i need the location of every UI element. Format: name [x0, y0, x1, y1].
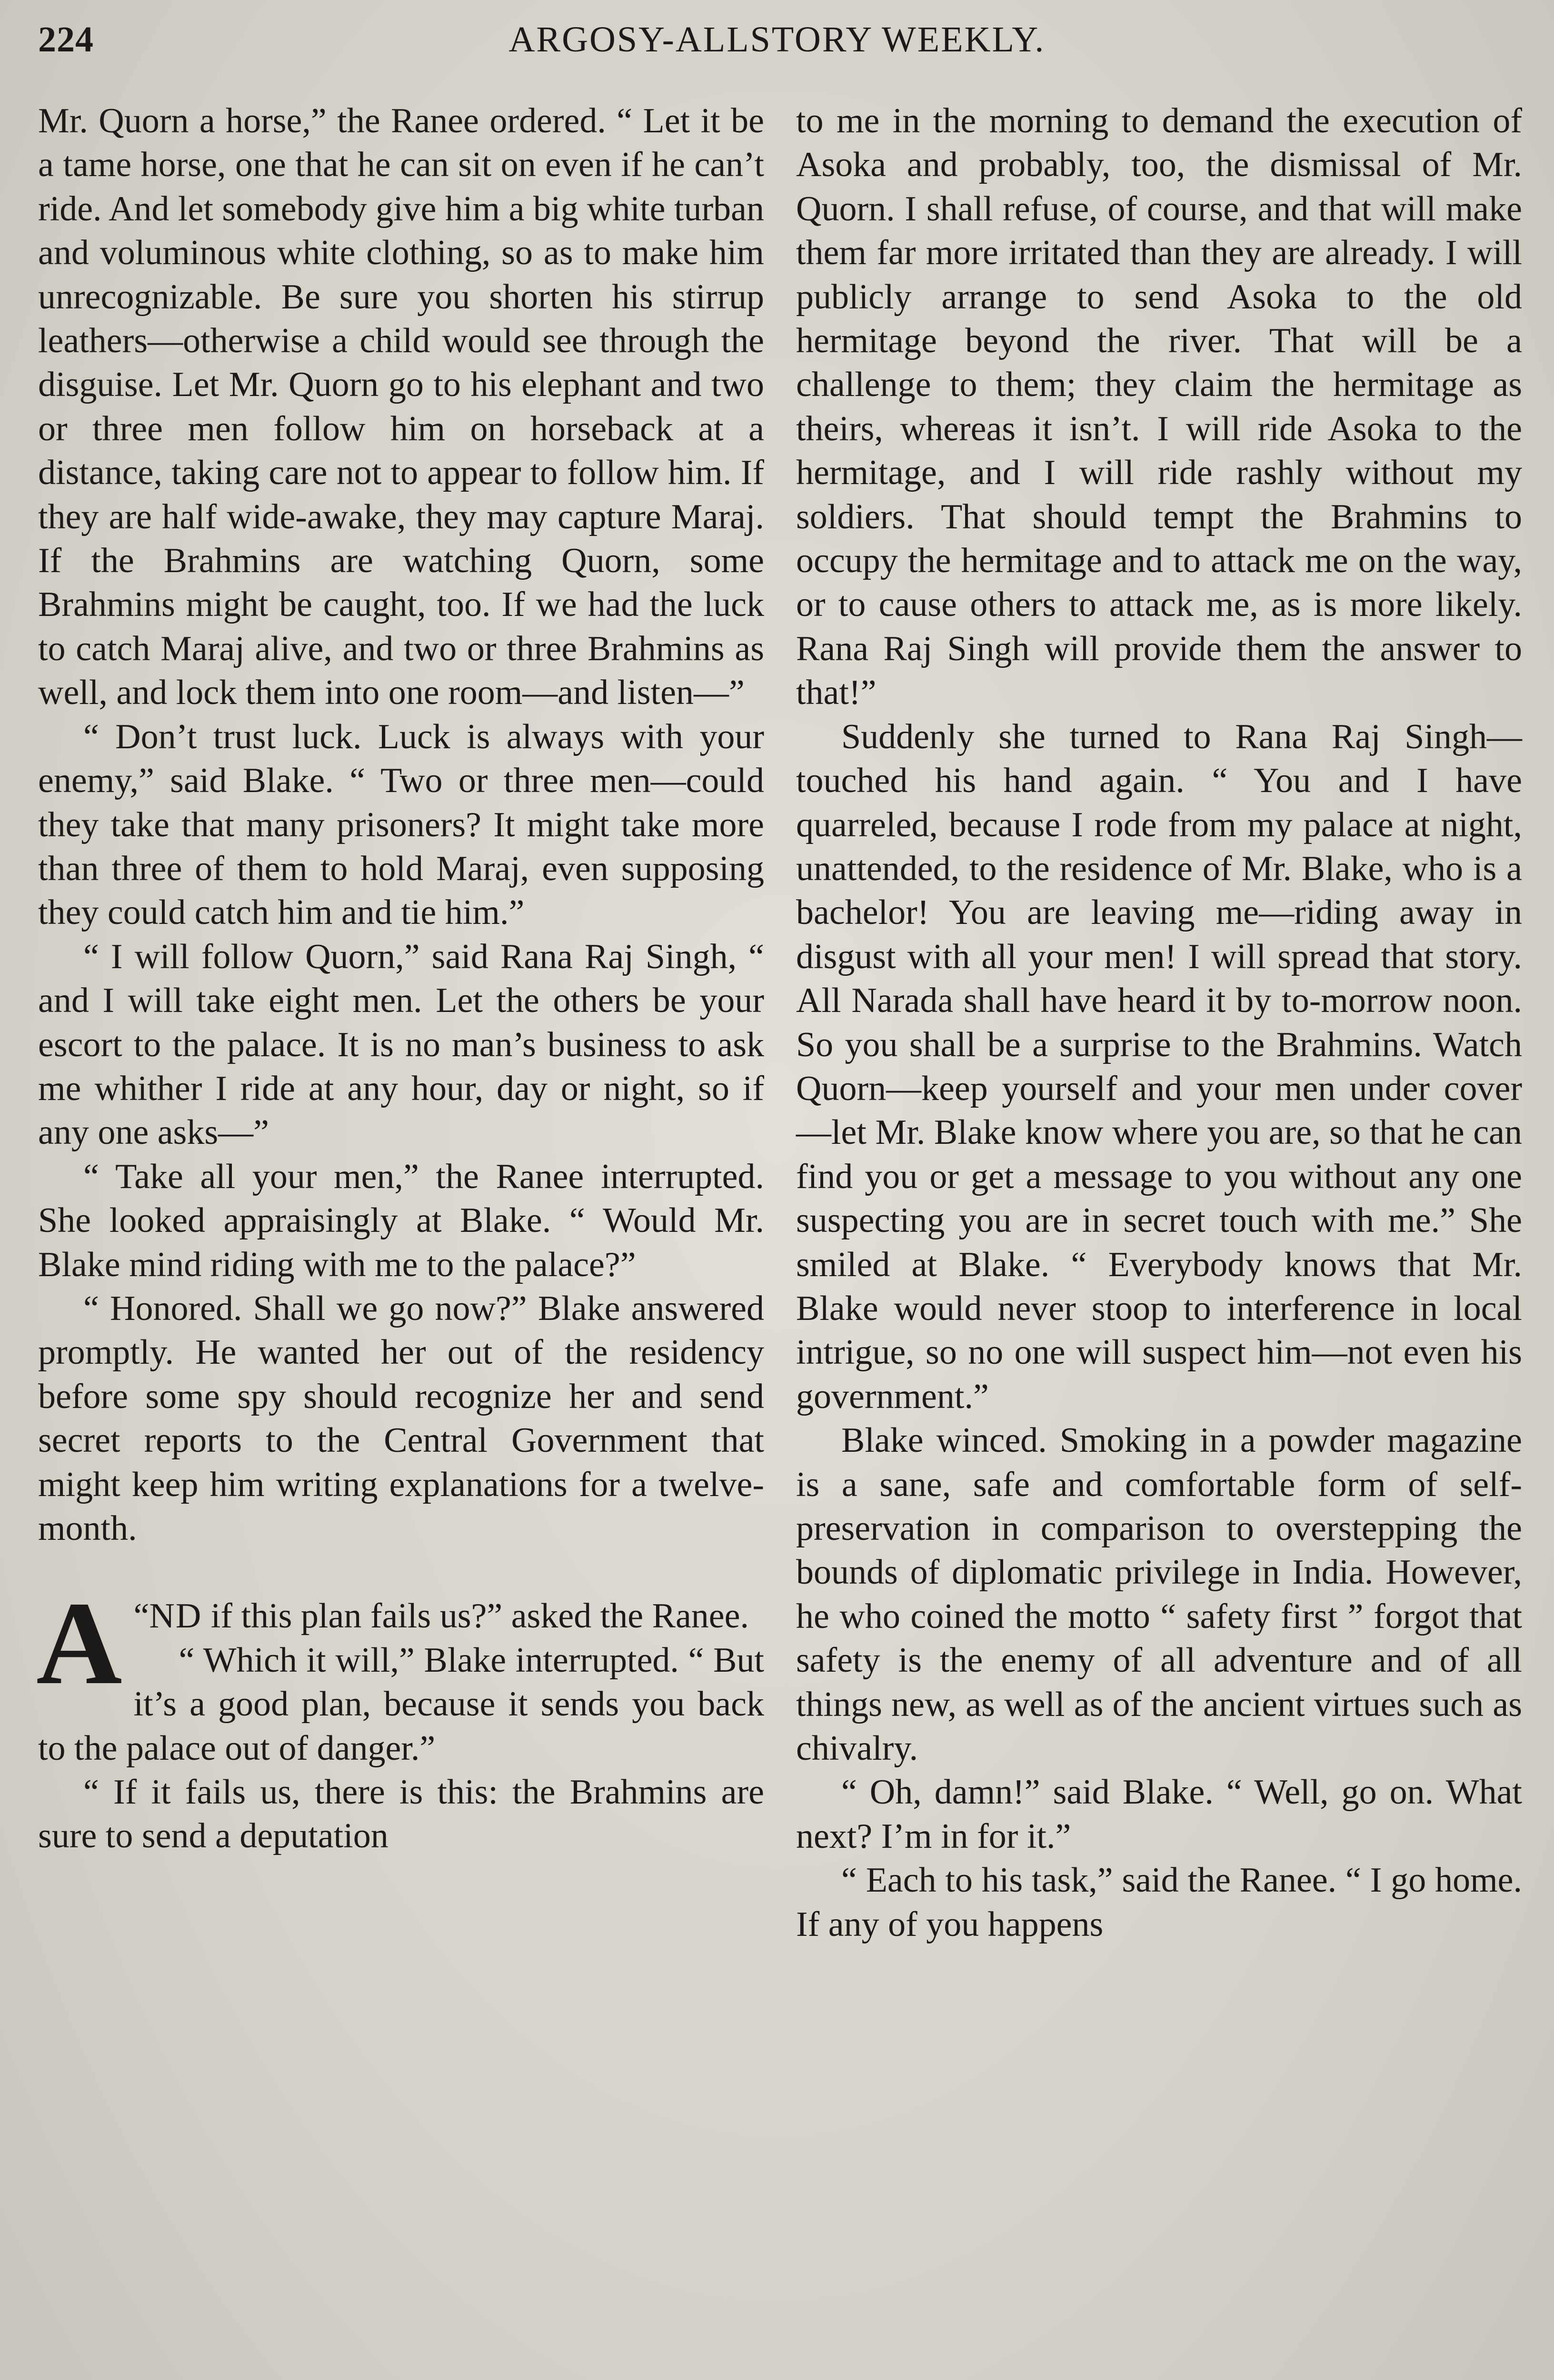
dropcap-letter: A	[36, 1577, 122, 1710]
paragraph: “ Honored. Shall we go now?” Blake answered promptly. He wanted her out of the residency before some spy should recognize her and send secret reports to the Central Government that might keep him writing explanations for a twelve-month.	[38, 1289, 764, 1548]
paragraph: “ Which it will,” Blake interrupted. “ But it’s a good plan, because it sends you back to the palace out of danger.”	[38, 1640, 764, 1768]
dropcap-lead-quote: “	[133, 1597, 149, 1636]
left-column	[38, 99, 764, 1858]
dropcap-small-caps: ND	[149, 1597, 202, 1636]
paragraph: “ Oh, damn!” said Blake. “ Well, go on. What next? I’m in for it.”	[796, 1773, 1522, 1856]
page-number: 224	[38, 20, 94, 60]
paragraph: to me in the morning to demand the execution of Asoka and probably, too, the dismissal of Mr. Quorn. I shall refuse, of course, and that will make them far more irritated than they are already. I will publicly arrange to send Asoka to the old hermitage beyond the river. That will be a challenge to them; they claim the hermitage as theirs, whereas it isn’t. I will ride Asoka to the hermitage, and I will ride rashly without my soldiers. That should tempt the Brahmins to occupy the hermitage and to attack me on the way, or to cause others to attack me, as is more likely. Rana Raj Singh will provide them the answer to that!”	[796, 101, 1522, 713]
paragraph: Blake winced. Smoking in a powder magazine is a sane, safe and comfortable form of self-preservation in comparison to overstepping the bounds of diplomatic privilege in India. However, he who coined the motto “ safety first ” forgot that safety is the enemy of all adventure and of all things new, as well as of the ancient virtues such as chivalry.	[796, 1421, 1522, 1768]
paragraph: Mr. Quorn a horse,” the Ranee ordered. “ Let it be a tame horse, one that he can sit on even if he can’t ride. And let somebody give him a big white turban and voluminous white clothing, so as to make him unrecognizable. Be sure you shorten his stirrup leathers—otherwise a child would see through the disguise. Let Mr. Quorn go to his elephant and two or three men follow him on horseback at a distance, taking care not to appear to follow him. If they are half wide-awake, they may capture Maraj. If the Brahmins are watching Quorn, some Brahmins might be caught, too. If we had the luck to catch Maraj alive, and two or three Brahmins as well, and lock them into one room—and listen—”	[38, 101, 764, 713]
page-header	[38, 14, 1516, 67]
right-column	[796, 99, 1522, 1946]
paragraph: “ I will follow Quorn,” said Rana Raj Singh, “ and I will take eight men. Let the others be your escort to the palace. It is no man’s business to ask me whither I ride at any hour, day or night, so if any one asks—”	[38, 937, 764, 1152]
paragraph: “ If it fails us, there is this: the Brahmins are sure to send a deputation	[38, 1773, 764, 1856]
paragraph: “ Each to his task,” said the Ranee. “ I go home. If any of you happens	[796, 1861, 1522, 1944]
paragraph: “ Don’t trust luck. Luck is always with your enemy,” said Blake. “ Two or three men—could they take that many prisoners? It might take more than three of them to hold Maraj, even supposing they could catch him and tie him.”	[38, 717, 764, 932]
section-break	[38, 1550, 764, 1594]
paragraph: Suddenly she turned to Rana Raj Singh—touched his hand again. “ You and I have quarreled, because I rode from my palace at night, unattended, to the residence of Mr. Blake, who is a bachelor! You are leaving me—riding away in disgust with all your men! I will spread that story. All Narada shall have heard it by to-morrow noon. So you shall be a surprise to the Brahmins. Watch Quorn—keep yourself and your men under cover—let Mr. Blake know where you are, so that he can find you or get a message to you without any one suspecting you are in secret touch with me.” She smiled at Blake. “ Everybody knows that Mr. Blake would never stoop to interference in local intrigue, so no one will suspect him—not even his government.”	[796, 717, 1522, 1416]
dropcap-text: if this plan fails us?” asked the Ranee.	[202, 1597, 749, 1636]
running-head: ARGOSY-ALLSTORY WEEKLY.	[508, 20, 1046, 60]
paragraph: “ Take all your men,” the Ranee interrupted. She looked appraisingly at Blake. “ Would Mr. Blake mind riding with me to the palace?”	[38, 1157, 764, 1284]
